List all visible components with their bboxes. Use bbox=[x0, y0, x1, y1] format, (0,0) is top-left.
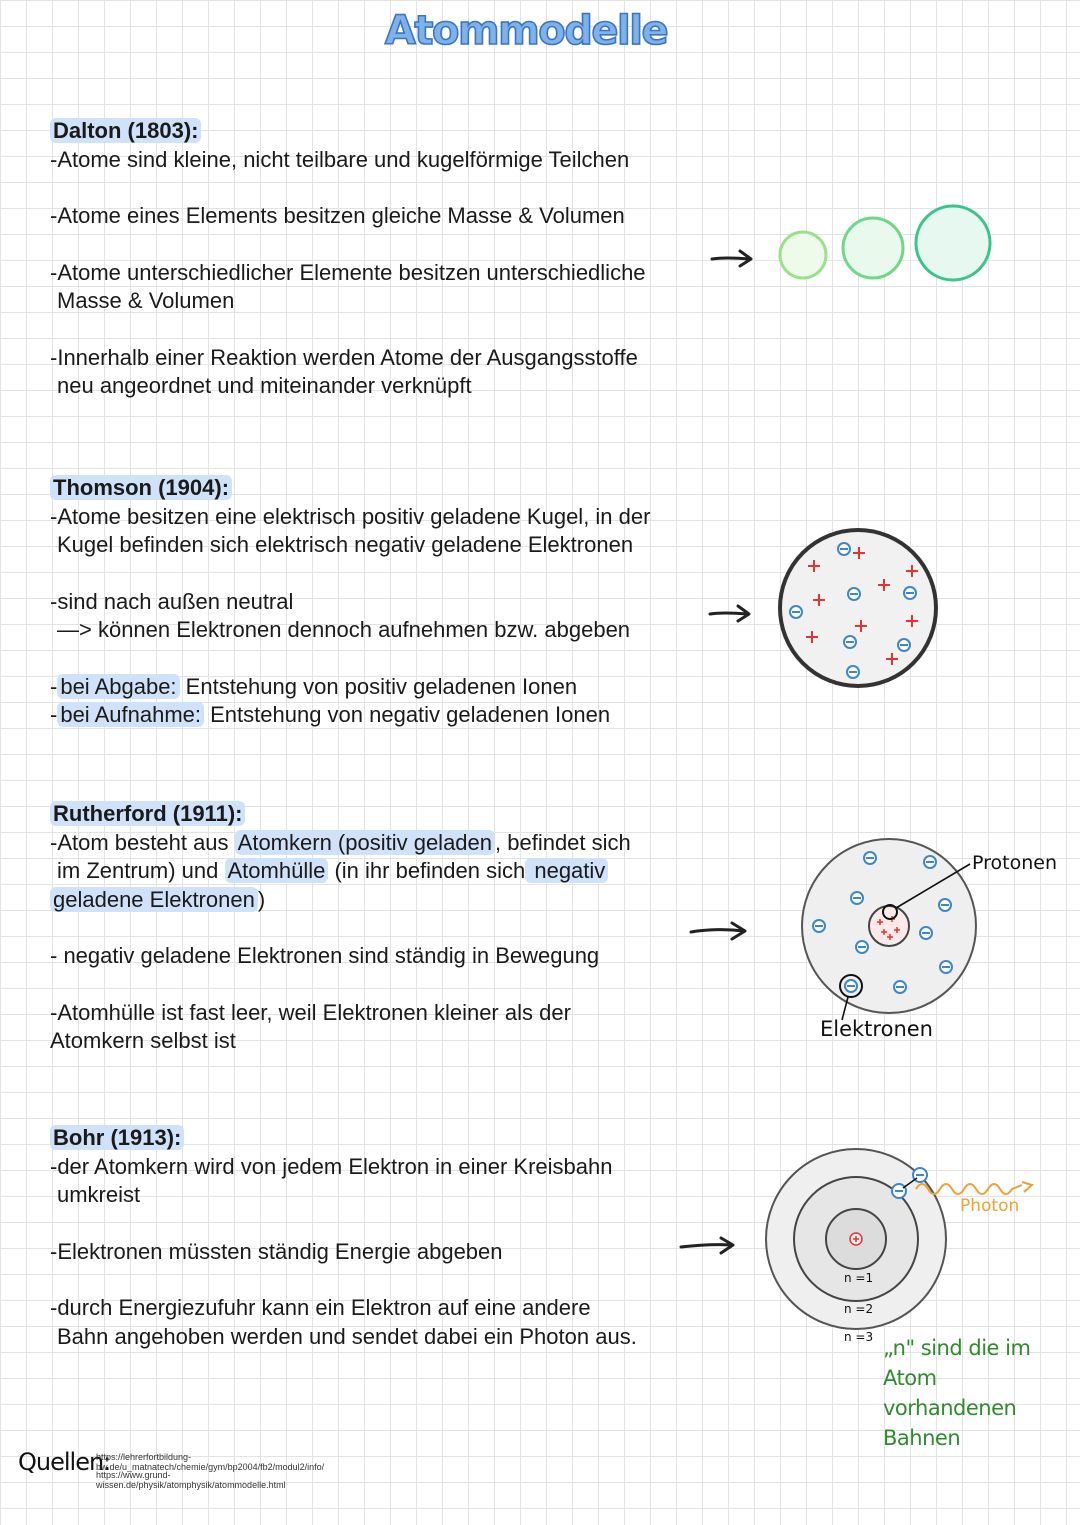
thomson-arrow-icon bbox=[708, 603, 753, 625]
thomson-point-1a: -Atome besitzen eine elektrisch positiv geladene Kugel, in der bbox=[50, 503, 651, 529]
heading-thomson: Thomson (1904): bbox=[50, 475, 232, 500]
thomson-point-3a: - bei Abgabe: Entstehung von positiv geladenen Ionen bbox=[50, 673, 578, 699]
nucleus bbox=[869, 906, 909, 946]
source-link-1[interactable]: https://lehrerfortbildung-bw.de/u_matnatech/chemie/gym/bp2004/fb2/modul2/info/ bbox=[96, 1452, 325, 1472]
thomson-point-2a: -sind nach außen neutral bbox=[50, 588, 294, 614]
bohr-model-diagram bbox=[760, 1145, 1060, 1345]
bohr-point-2: -Elektronen müssten ständig Energie abgeben bbox=[50, 1238, 503, 1264]
bohr-note: „n" sind die im Atom vorhandenen Bahnen bbox=[883, 1336, 1031, 1450]
rutherford-point-3a: -Atomhülle ist fast leer, weil Elektronen kleiner als der bbox=[50, 999, 571, 1025]
medium-sphere bbox=[843, 218, 903, 278]
thomson-point-1b: Kugel befinden sich elektrisch negativ geladene Elektronen bbox=[57, 532, 634, 557]
sources-label: Quellen: bbox=[18, 1448, 111, 1476]
rutherford-model-diagram bbox=[780, 830, 1070, 1050]
label-electrons: Elektronen bbox=[820, 1017, 933, 1041]
thomson-point-2b: —> können Elektronen dennoch aufnehmen bzw. abgeben bbox=[57, 617, 631, 642]
rutherford-point-1c: geladene Elektronen ) bbox=[50, 886, 710, 915]
bohr-point-1b: umkreist bbox=[57, 1182, 141, 1207]
dalton-point-4b: neu angeordnet und miteinander verknüpft bbox=[57, 373, 472, 398]
bohr-point-3b: Bahn angehoben werden und sendet dabei ein Photon aus. bbox=[57, 1323, 637, 1349]
bohr-arrow-icon bbox=[678, 1235, 738, 1257]
highlight-abgabe: bei Abgabe: bbox=[57, 674, 179, 699]
source-link-2[interactable]: https://www.grund-wissen.de/physik/atomphysik/atommodelle.html bbox=[96, 1470, 286, 1490]
small-sphere bbox=[780, 232, 826, 278]
section-rutherford bbox=[50, 800, 710, 1056]
section-dalton bbox=[50, 117, 710, 401]
dalton-arrow-icon bbox=[710, 248, 755, 270]
bohr-point-1a: -der Atomkern wird von jedem Elektron in einer Kreisbahn bbox=[50, 1153, 613, 1179]
label-n2: n =2 bbox=[844, 1302, 874, 1316]
bohr-point-3a: -durch Energiezufuhr kann ein Elektron auf eine andere bbox=[50, 1295, 591, 1320]
dalton-point-3a: -Atome unterschiedlicher Elemente besitzen unterschiedliche bbox=[50, 259, 646, 285]
dalton-point-1: -Atome sind kleine, nicht teilbare und kugelförmige Teilchen bbox=[50, 146, 630, 172]
thomson-point-3b: - bei Aufnahme: Entstehung von negativ geladenen Ionen bbox=[50, 702, 611, 727]
dalton-spheres-diagram bbox=[775, 200, 995, 290]
rutherford-point-1b: im Zentrum) und Atomhülle (in ihr befinden sich negativ bbox=[50, 857, 710, 886]
dalton-point-4a: -Innerhalb einer Reaktion werden Atome der Ausgangsstoffe bbox=[50, 344, 638, 370]
dalton-point-2: -Atome eines Elements besitzen gleiche Masse & Volumen bbox=[50, 203, 625, 228]
label-photon: Photon bbox=[960, 1196, 1020, 1216]
label-n1: n =1 bbox=[844, 1271, 874, 1285]
large-sphere bbox=[916, 206, 990, 280]
thomson-model-diagram bbox=[776, 526, 941, 691]
rutherford-arrow-icon bbox=[688, 920, 750, 942]
section-bohr bbox=[50, 1124, 710, 1351]
rutherford-point-1a: -Atom besteht aus Atomkern (positiv geladen , befindet sich bbox=[50, 829, 631, 855]
dalton-point-3b: Masse & Volumen bbox=[57, 288, 235, 313]
heading-dalton: Dalton (1803): bbox=[50, 118, 201, 143]
page-title: Atommodelle bbox=[384, 8, 668, 54]
heading-rutherford: Rutherford (1911): bbox=[50, 801, 245, 826]
highlight-aufnahme: bei Aufnahme: bbox=[57, 702, 204, 727]
section-thomson bbox=[50, 474, 710, 730]
label-n3: n =3 bbox=[844, 1330, 874, 1344]
rutherford-point-3b: Atomkern selbst ist bbox=[50, 1028, 236, 1053]
label-protons: Protonen bbox=[972, 852, 1057, 874]
rutherford-point-2: - negativ geladene Elektronen sind ständig in Bewegung bbox=[50, 943, 600, 968]
heading-bohr: Bohr (1913): bbox=[50, 1125, 184, 1150]
